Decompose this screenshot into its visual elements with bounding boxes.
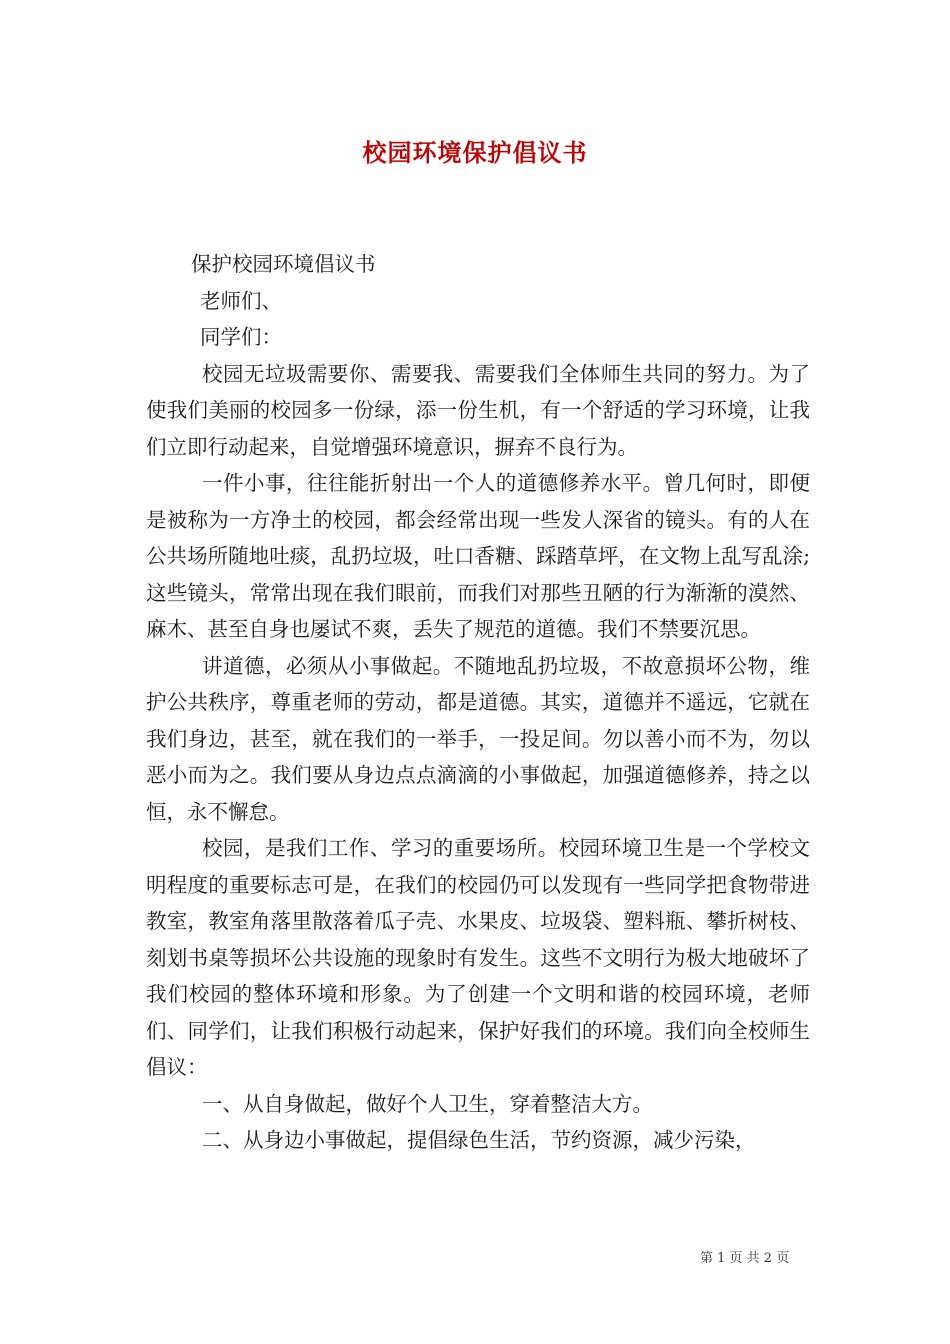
subtitle: 保护校园环境倡议书: [191, 252, 376, 276]
paragraph: 一件小事，往往能折射出一个人的道德修养水平。曾几何时，即便是被称为一方净土的校园，都会经常出现一些发人深省的镜头。有的人在公共场所随地吐痰，乱扔垃圾，吐口香糖、踩踏草坪，在文物上乱写乱涂;这些镜头，常常出现在我们眼前，而我们对那些丑陋的行为渐渐的漠然、麻木、甚至自身也屡试不爽，丢失了规范的道德。我们不禁要沉思。: [146, 471, 810, 641]
greeting-teachers: 老师们、: [200, 288, 282, 313]
document-body: [146, 246, 810, 1159]
paragraph: 讲道德，必须从小事做起。不随地乱扔垃圾，不故意损坏公物，维护公共秩序，尊重老师的劳动，都是道德。其实，道德并不遥远，它就在我们身边，甚至，就在我们的一举手，一投足间。勿以善小而不为，勿以恶小而为之。我们要从身边点点滴滴的小事做起，加强道德修养，持之以恒，永不懈怠。: [146, 653, 810, 824]
list-item: 一、从自身做起，做好个人卫生，穿着整洁大方。: [202, 1091, 653, 1116]
greeting-students: 同学们：: [200, 325, 282, 349]
list-item: 二、从身边小事做起，提倡绿色生活，节约资源，减少污染，: [202, 1128, 756, 1152]
document-title: 校园环境保护倡议书: [362, 138, 588, 167]
paragraph: 校园无垃圾需要你、需要我、需要我们全体师生共同的努力。为了使我们美丽的校园多一份绿，添一份生机，有一个舒适的学习环境，让我们立即行动起来，自觉增强环境意识，摒弃不良行为。: [146, 361, 810, 459]
paragraph: 校园，是我们工作、学习的重要场所。校园环境卫生是一个学校文明程度的重要标志可是，在我们的校园仍可以发现有一些同学把食物带进教室，教室角落里散落着瓜子壳、水果皮、垃圾袋、塑料瓶、攀折树枝、刻划书桌等损坏公共设施的现象时有发生。这些不文明行为极大地破坏了我们校园的整体环境和形象。为了创建一个文明和谐的校园环境，老师们、同学们，让我们积极行动起来，保护好我们的环境。我们向全校师生倡议：: [146, 836, 810, 1079]
page-number: 第 1 页 共 2 页: [700, 1251, 790, 1266]
